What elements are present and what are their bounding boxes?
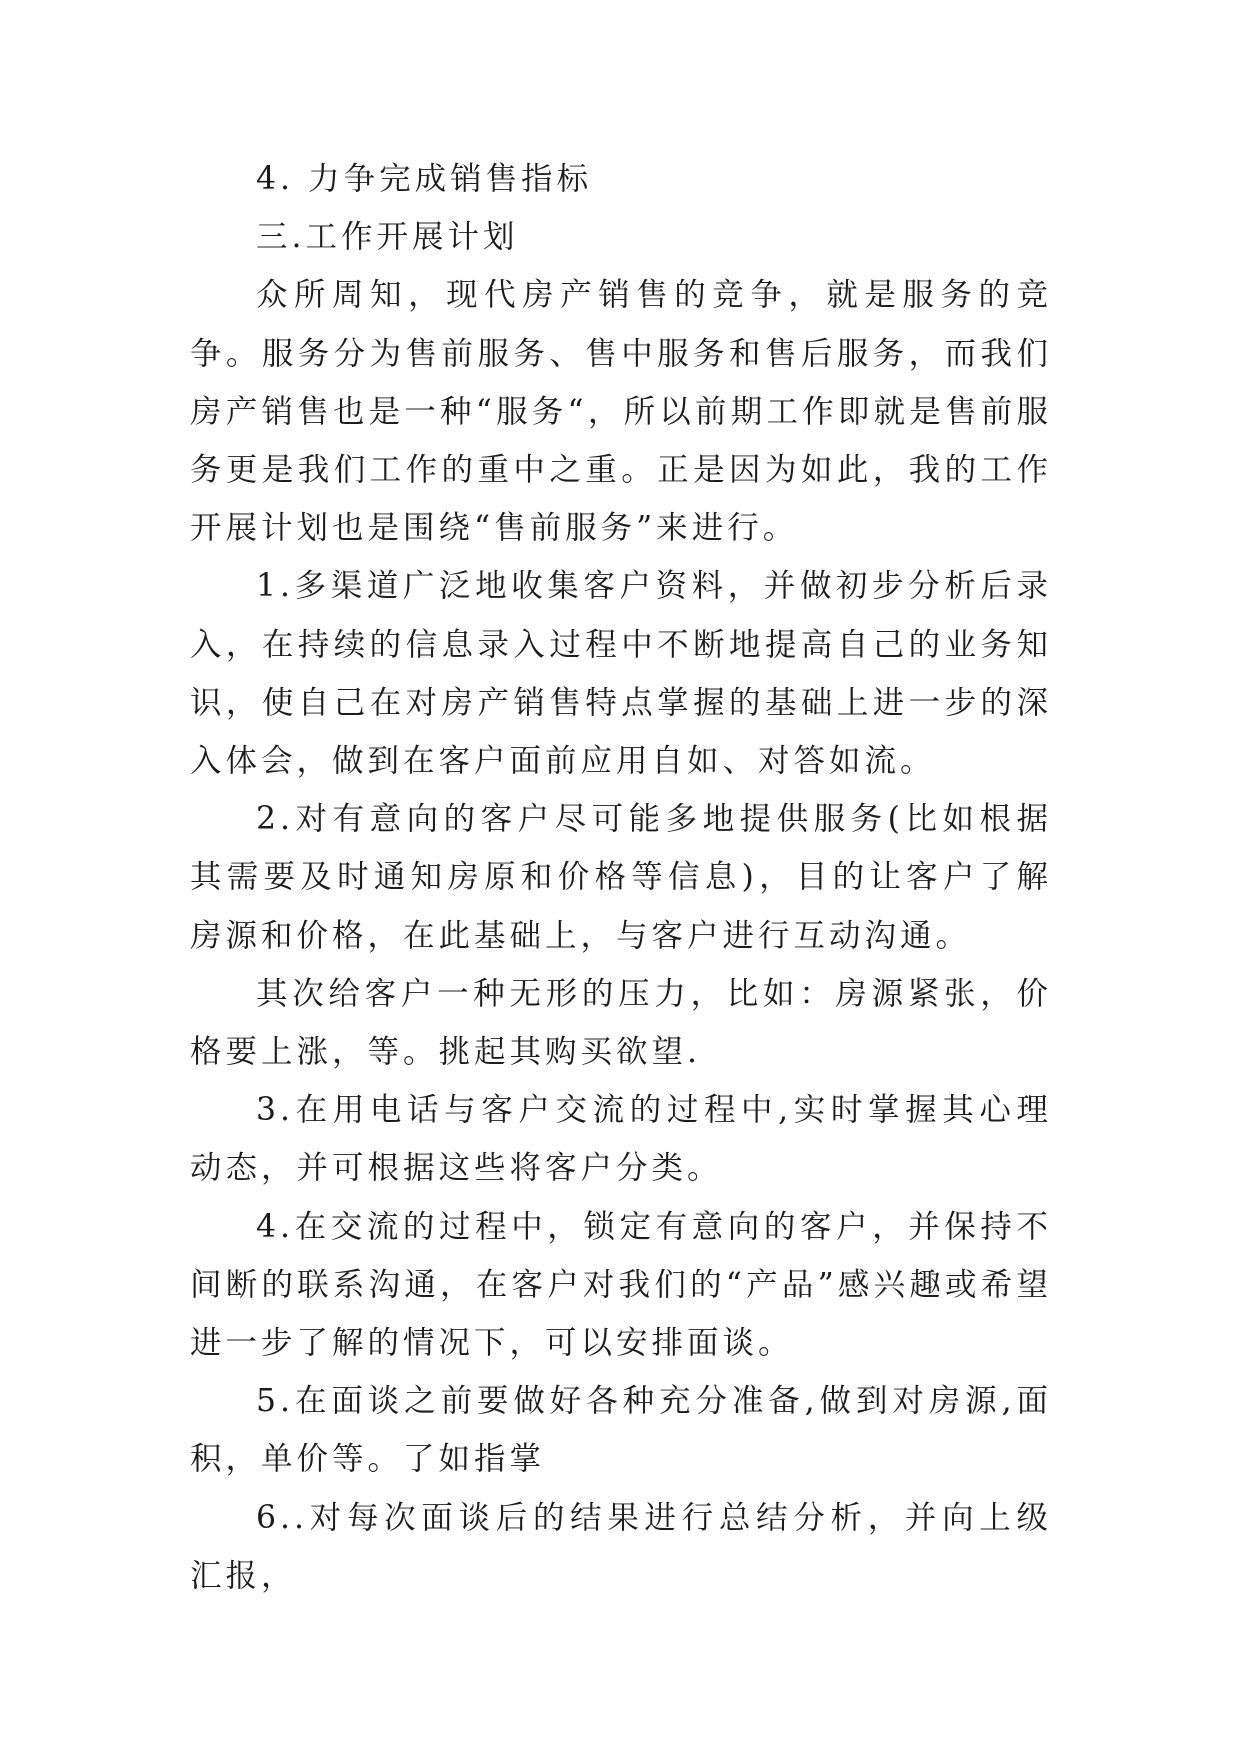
document-body bbox=[190, 150, 1052, 1605]
plan-item-2-followup: 其次给客户一种无形的压力，比如：房源紧张，价格要上涨，等。挑起其购买欲望. bbox=[190, 975, 1052, 1071]
plan-item-3: 3.在用电话与客户交流的过程中,实时掌握其心理动态，并可根据这些将客户分类。 bbox=[190, 1092, 1052, 1187]
plan-item-1: 1.多渠道广泛地收集客户资料，并做初步分析后录入，在持续的信息录入过程中不断地提高自己的业务知识，使自己在对房产销售特点掌握的基础上进一步的深入体会，做到在客户面前应用自如、对答如流。 bbox=[190, 568, 1052, 780]
plan-item-5: 5.在面谈之前要做好各种充分准备,做到对房源,面积，单价等。了如指掌 bbox=[190, 1383, 1052, 1478]
plan-item-2: 2.对有意向的客户尽可能多地提供服务(比如根据其需要及时通知房原和价格等信息)，目的让客户了解房源和价格，在此基础上，与客户进行互动沟通。 bbox=[190, 801, 1052, 954]
section-heading: 三.工作开展计划 bbox=[256, 219, 519, 256]
intro-paragraph: 众所周知，现代房产销售的竞争，就是服务的竞争。服务分为售前服务、售中服务和售后服务，而我们房产销售也是一种“服务“，所以前期工作即就是售前服务更是我们工作的重中之重。正是因为如此，我的工作开展计划也是围绕“售前服务”来进行。 bbox=[190, 277, 1052, 547]
list-item-goal-4: 4. 力争完成销售指标 bbox=[256, 161, 593, 197]
plan-item-6: 6..对每次面谈后的结果进行总结分析，并向上级汇报， bbox=[190, 1499, 1052, 1594]
plan-item-4: 4.在交流的过程中，锁定有意向的客户，并保持不间断的联系沟通，在客户对我们的“产品”感兴趣或希望进一步了解的情况下，可以安排面谈。 bbox=[190, 1208, 1052, 1362]
